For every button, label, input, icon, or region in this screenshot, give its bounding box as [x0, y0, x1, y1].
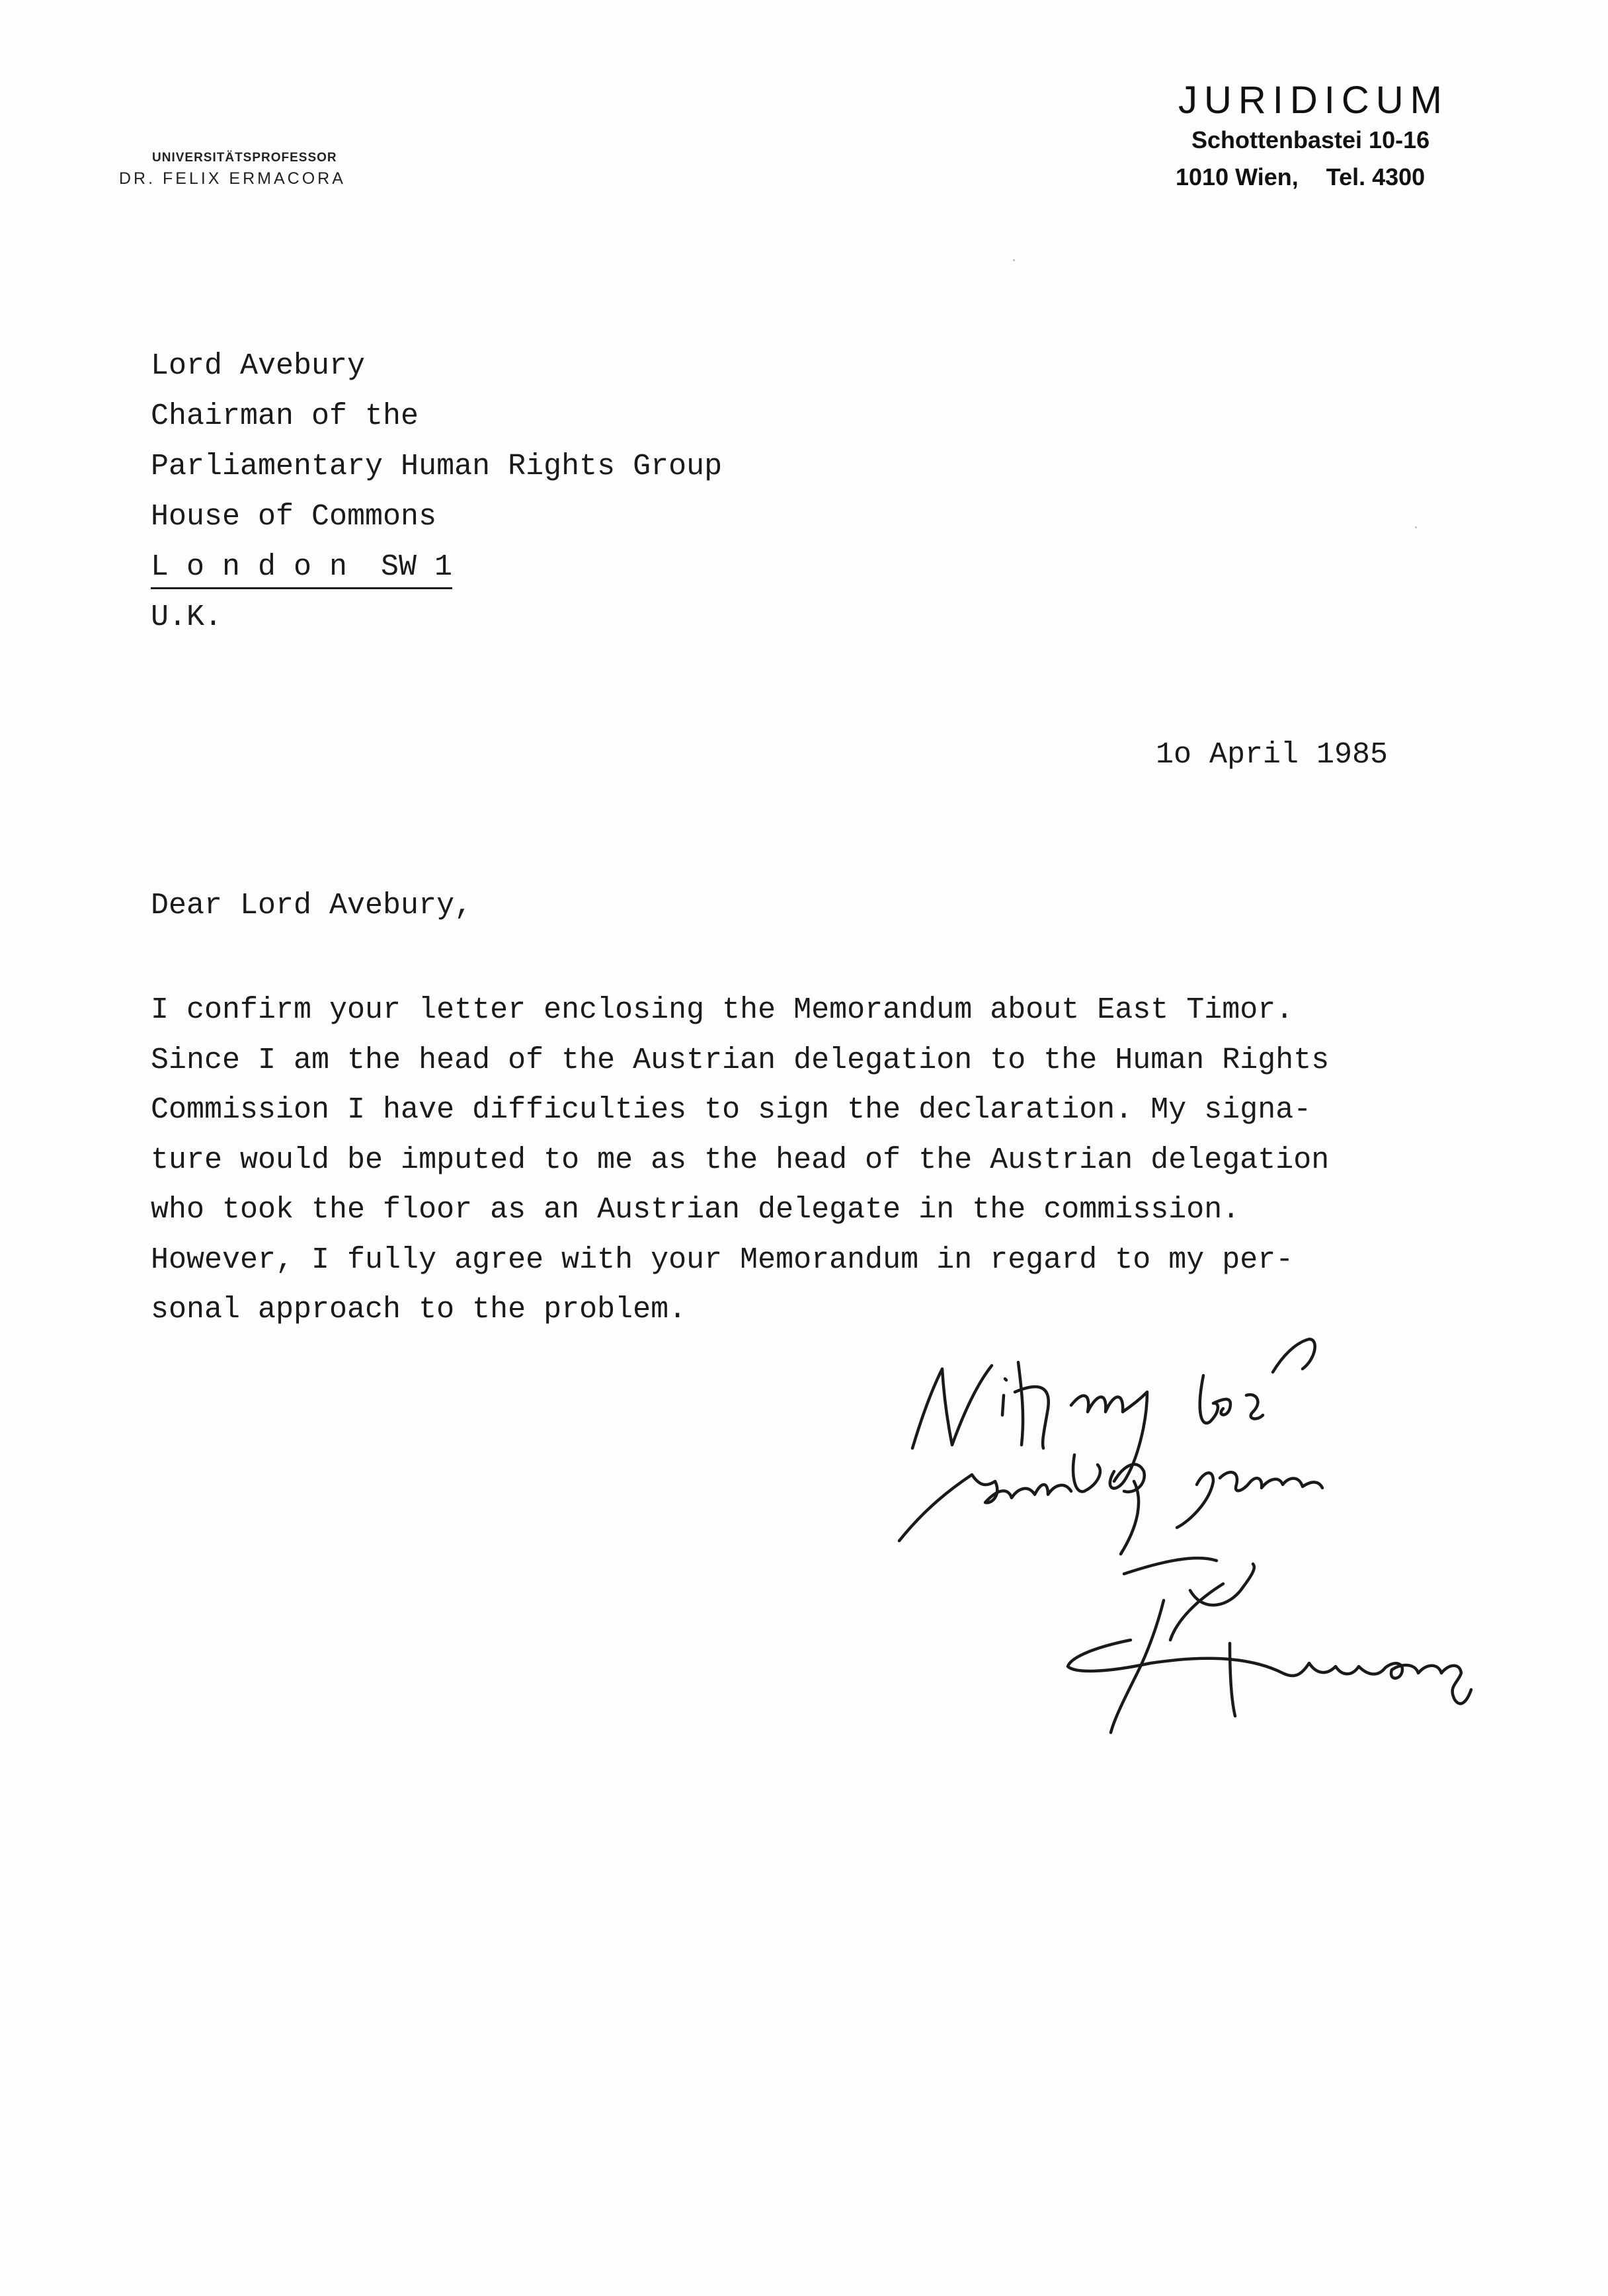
paper-speck: [1415, 526, 1417, 528]
salutation: Dear Lord Avebury,: [151, 889, 473, 922]
body-line: Commission I have difficulties to sign the declaration. My signa-: [151, 1093, 1312, 1127]
organization-street: Schottenbastei 10-16: [1191, 126, 1430, 153]
recipient-city-row: [151, 542, 722, 593]
letter-body: [151, 985, 1473, 1335]
recipient-role: Chairman of the: [151, 399, 419, 433]
recipient-group: Parliamentary Human Rights Group: [151, 450, 723, 483]
organization-city: 1010 Wien,: [1176, 163, 1299, 190]
recipient-city-underlined: [151, 548, 452, 589]
handwritten-closing-line1: [912, 1339, 1315, 1489]
organization-city-line: [1176, 163, 1480, 191]
sender-title: UNIVERSITÄTSPROFESSOR: [152, 151, 337, 165]
recipient-address: [151, 341, 722, 643]
letterhead-address: [1176, 78, 1480, 191]
recipient-city: London: [151, 550, 366, 584]
signature-drawing: [886, 1329, 1514, 1805]
body-line: However, I fully agree with your Memorandum in regard to my per-: [151, 1243, 1294, 1277]
paper-speck: [1013, 259, 1015, 261]
recipient-house: House of Commons: [151, 500, 437, 534]
handwritten-closing-and-signature: [886, 1329, 1514, 1805]
body-line: who took the floor as an Austrian delegate in the commission.: [151, 1193, 1240, 1227]
letter-date: 1o April 1985: [1156, 738, 1388, 772]
handwritten-closing-line2: [899, 1455, 1322, 1554]
recipient-name: Lord Avebury: [151, 349, 366, 383]
body-line: ture would be imputed to me as the head of the Austrian delegation: [151, 1143, 1330, 1177]
body-line: sonal approach to the problem.: [151, 1293, 687, 1327]
sender-name: DR. FELIX ERMACORA: [119, 169, 346, 188]
body-line: I confirm your letter enclosing the Memorandum about East Timor.: [151, 993, 1294, 1027]
organization-phone: Tel. 4300: [1326, 163, 1426, 190]
handwritten-signature: [1068, 1558, 1471, 1733]
recipient-country: U.K.: [151, 600, 223, 634]
recipient-postcode: SW 1: [381, 550, 453, 584]
letterhead-sender: [119, 151, 346, 188]
body-line: Since I am the head of the Austrian delegation to the Human Rights: [151, 1043, 1330, 1077]
organization-name: JURIDICUM: [1178, 79, 1449, 122]
